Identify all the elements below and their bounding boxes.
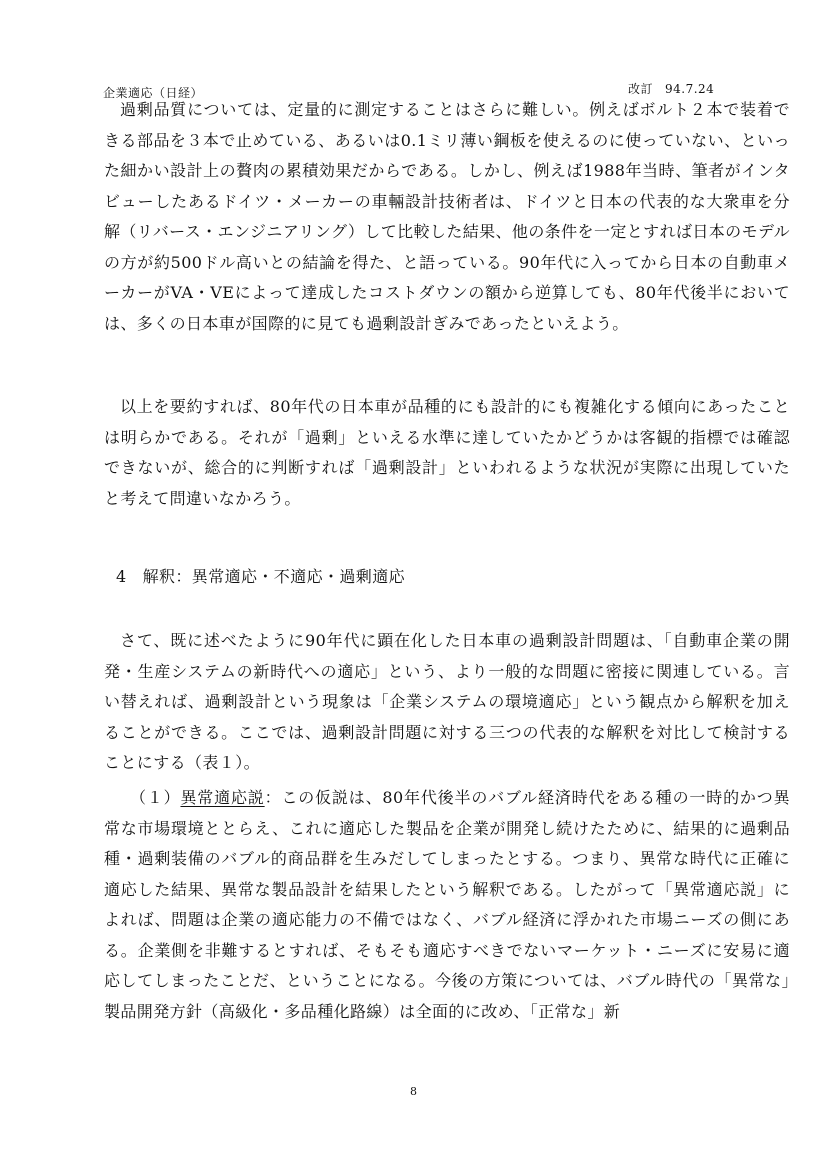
revision-label: 改訂 [628, 82, 654, 96]
page-number: 8 [410, 1085, 417, 1098]
header-source-label: 企業適応（日経） [103, 86, 204, 100]
section-heading [116, 564, 405, 587]
paragraph-abnormal-adaptation [104, 783, 790, 1027]
revision-date: 94.7.24 [665, 82, 715, 96]
paragraph-summary: 以上を要約すれば、80年代の日本車が品種的にも設計的にも複雑化する傾向にあったことは明らかである。それが「過剰」といえる水準に達していたかどうかは客観的指標では確認できないが、総合的に判断すれば「過剰設計」といわれるような状況が実際に出現していたと考えて問違いなかろう。 [104, 397, 790, 508]
paragraph-interpretation-intro: さて、既に述べたように90年代に顕在化した日本車の過剰設計問題は、「自動車企業の開発・生産システムの新時代への適応」という、より一般的な問題に密接に関連している。言い替えれば、過剰設計という現象は「企業システムの環境適応」という観点から解釈を加えることができる。ここでは、過剰設計問題に対する三つの代表的な解釈を対比して検討することにする（表１）。 [104, 631, 790, 772]
paragraph-abnormal-adaptation-text: ：この仮説は、80年代後半のバブル経済時代をある種の一時的かつ異常な市場環境ととらえ、これに適応した製品を企業が開発し続けたために、結果的に過剰品種・過剰装備のバブル的商品群を生みだしてしまったとする。つまり、異常な時代に正確に適応した結果、異常な製品設計を結果したという解釈である。したがって「異常適応説」によれば、問題は企業の適応能力の不備ではなく、バブル経済に浮かれた市場ニーズの側にある。企業側を非難するとすれば、そもそも適応すべきでないマーケット・ニーズに安易に適応してしまったことだ、ということになる。今後の方策については、バブル時代の「異常な」製品開発方針（高級化・多品種化路線）は全面的に改め、「正常な」新 [104, 788, 790, 1021]
section-number: 4 [116, 567, 127, 586]
paragraph-excess-quality: 過剰品質については、定量的に測定することはさらに難しい。例えばボルト２本で装着できる部品を３本で止めている、あるいは0.1ミリ薄い鋼板を使えるのに使っていない、といった細かい設計上の贅肉の累積効果だからである。しかし、例えば1988年当時、筆者がインタビューしたあるドイツ・メーカーの車輛設計技術者は、ドイツと日本の代表的な大衆車を分解（リバース・エンジニアリング）して比較した結果、他の条件を一定とすれば日本のモデルの方が約500ドル高いとの結論を得た、と語っている。90年代に入ってから日本の自動車メーカーがVA・VEによって達成したコストダウンの額から逆算しても、80年代後半においては、多くの日本車が国際的に見ても過剰設計ぎみであったといえよう。 [104, 100, 790, 333]
term-abnormal-adaptation: 異常適応説 [180, 788, 265, 807]
section-title: 解釈：異常適応・不適応・過剰適応 [142, 567, 405, 586]
item-number: （１） [130, 788, 181, 807]
